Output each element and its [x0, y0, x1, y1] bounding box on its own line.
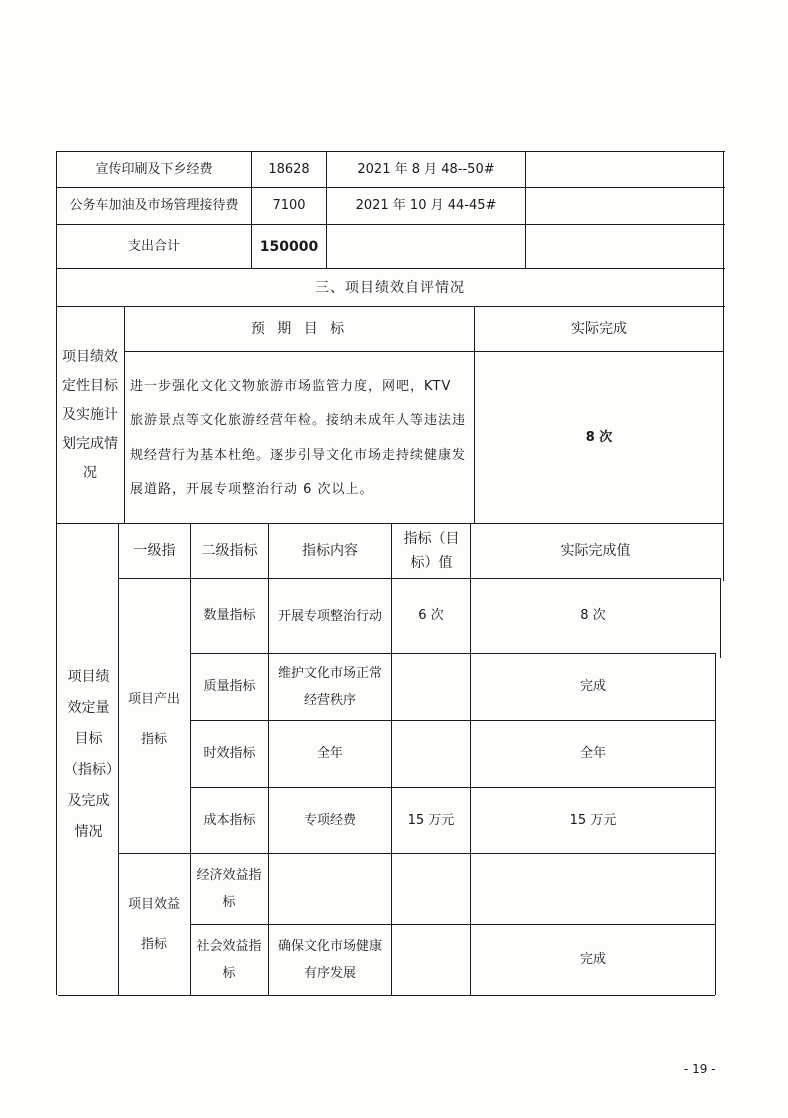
- indicator-content: 确保文化市场健康有序发展: [277, 939, 382, 981]
- indicator-content: 专项经费: [303, 812, 356, 828]
- table-border-right: [715, 653, 716, 995]
- col-divider: [118, 523, 119, 995]
- expense-note: [526, 152, 723, 187]
- indicator-actual: [471, 854, 715, 924]
- section-title: 三、项目绩效自评情况: [315, 279, 465, 296]
- total-amount: 150000: [259, 238, 319, 255]
- indicator-target: 15 万元: [407, 812, 455, 828]
- indicator-content: 全年: [316, 746, 343, 761]
- expense-voucher: 2021 年 10 月 44-45#: [355, 198, 497, 213]
- expense-amount: 18628: [268, 161, 310, 177]
- indicator-level2: 质量指标: [203, 679, 256, 694]
- expense-voucher: 2021 年 8 月 48--50#: [357, 161, 495, 177]
- actual-value: 8 次: [585, 429, 613, 445]
- header-content: 指标内容: [302, 543, 358, 559]
- header-actual: 实际完成值: [560, 543, 631, 559]
- indicator-content: [269, 854, 391, 924]
- expense-amount: 7100: [272, 198, 306, 213]
- indicator-content: 开展专项整治行动: [277, 608, 382, 624]
- expense-item: 公务车加油及市场管理接待费: [69, 198, 239, 213]
- actual-header: 实际完成: [571, 321, 627, 337]
- total-voucher: [327, 225, 525, 268]
- total-label: 支出合计: [127, 238, 180, 254]
- group-level1: 项目效益指标: [127, 897, 180, 952]
- indicator-level2: 成本指标: [203, 812, 256, 828]
- indicator-target: 6 次: [418, 608, 444, 623]
- table-border-right: [723, 151, 724, 581]
- indicator-actual: 全年: [579, 746, 606, 761]
- indicator-content: 维护文化市场正常经营秩序: [277, 666, 382, 708]
- expected-text: 进一步强化文化文物旅游市场监管力度，网吧，KTV 旅游景点等文化旅游经营年检。接纳未成年人等违法违规经营行为基本杜绝。逐步引导文化市场走持续健康发展道路，开展专项整治行动 6 次以上。: [130, 378, 467, 497]
- header-level1: 一级指: [133, 543, 176, 559]
- indicator-actual: 8 次: [580, 608, 606, 623]
- qualitative-label: 项目绩效定性目标及实施计划完成情况: [62, 348, 118, 481]
- group-level1: 项目产出指标: [127, 692, 180, 747]
- indicator-level2: 时效指标: [203, 746, 256, 761]
- table-border-right: [720, 578, 721, 658]
- indicator-target: [392, 925, 470, 995]
- page-number: - 19 -: [684, 1062, 716, 1076]
- total-note: [526, 225, 723, 268]
- table-border-bottom: [58, 995, 715, 996]
- indicator-actual: 15 万元: [569, 812, 617, 828]
- indicator-level2: 经济效益指标: [196, 868, 262, 910]
- expected-header: 预 期 目 标: [250, 321, 349, 337]
- indicator-target: [392, 654, 470, 720]
- header-level2: 二级指标: [201, 543, 258, 559]
- indicator-actual: 完成: [579, 679, 606, 694]
- indicator-level2: 数量指标: [203, 608, 256, 623]
- quantitative-label: 项目绩效定量目标（指标）及完成情况: [64, 669, 113, 840]
- expense-item: 宣传印刷及下乡经费: [95, 161, 213, 177]
- indicator-target: [392, 721, 470, 787]
- indicator-target: [392, 854, 470, 924]
- expense-note: [526, 188, 723, 224]
- indicator-level2: 社会效益指标: [196, 939, 262, 981]
- header-target: 指标（目标）值: [403, 531, 460, 571]
- indicator-actual: 完成: [579, 952, 606, 967]
